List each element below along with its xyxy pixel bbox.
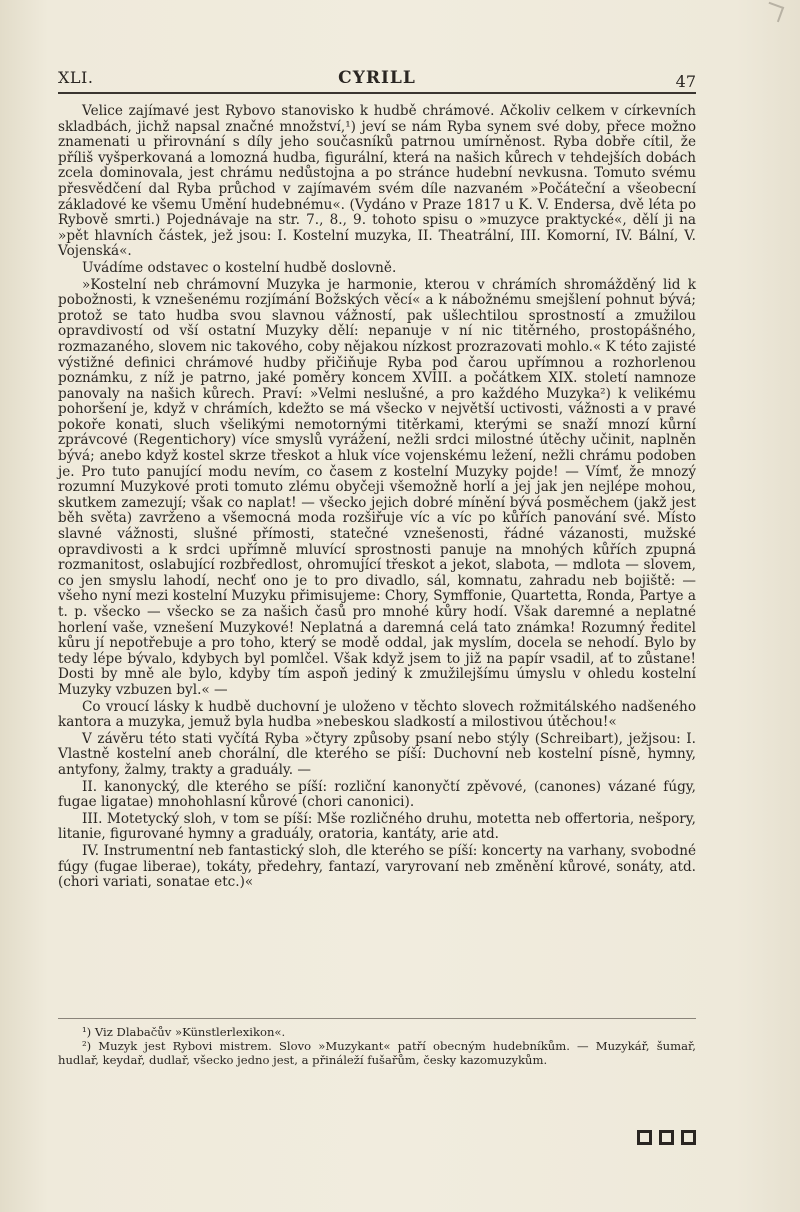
paragraph-quote-intro: Uvádíme odstavec o kostelní hudbě doslovně. [82, 259, 397, 276]
end-ornament [637, 1130, 696, 1145]
square-ornament-icon [681, 1130, 696, 1145]
paragraph-reflection: Co vroucí lásky k hudbě duchovní je uloženo v těchto slovech rožmitálského nadšeného kantora a muzyka, jemuž byla hudba »nebeskou sladkostí a milostivou útěchou!« [58, 698, 696, 731]
footnote-2: ²) Muzyk jest Rybovi mistrem. Slovo »Muzykant« patří obecným hudebníkům. — Muzykář, šumař, hudlař, keydař, dudlař, všecko jedno jest, a přináleží fušařům, česky kazomuzykům. [58, 1039, 696, 1067]
article-body [58, 104, 696, 891]
paragraph-style-4: IV. Instrumentní neb fantastický sloh, dle kterého se píší: koncerty na varhany, svobodné fúgy (fugae liberae), tokáty, předehry, fantazí, varyrovaní neb změnění kůrové, sonáty, atd. (chori variati, sonatae etc.)« [58, 842, 696, 891]
paragraph-styles-intro: V závěru této stati vyčítá Ryba »čtyry způsoby psaní nebo stýly (Schreibart), ježjsou: I. Vlastně kostelní aneb chorální, dle kterého se píší: Duchovní neb kostelní písně, hymny, antyfony, žalmy, trakty a graduály. — [58, 730, 696, 778]
paragraph-intro: Velice zajímavé jest Rybovo stanovisko k hudbě chrámové. Ačkoliv celkem v církevních skladbách, jichž napsal značné množství,¹) jeví se nám Ryba synem své doby, přece možno znamenati u přirovnání s díly jeho současníků patrnou umírněnost. Ryba dobře cítil, že příliš vyšperkovaná a lomozná hudba, figurální, která na našich kůrech v tehdejších dobách zcela dominovala, jest chrámu nedůstojna a po stránce hudební nevkusna. Tomuto svému přesvědčení dal Ryba průchod v zajímavém svém díle nazvaném »Počáteční a všeobecní základové ke všemu Umění hudebnému«. (Vydáno v Praze 1817 u K. V. Endersa, dvě léta po Rybově smrti.) Pojednávaje na str. 7., 8., 9. tohoto spisu o »muzyce praktycké«, dělí ji na »pět hlavních částek, jež jsou: I. Kostelní muzyka, II. Theatrální, III. Komorní, IV. Bální, V. Vojenská«. [58, 103, 696, 260]
periodical-title: CYRILL [338, 68, 416, 88]
paragraph-style-2: II. kanonycký, dle kterého se píší: rozliční kanonyčtí zpěvové, (canones) vázané fúgy, fugae ligatae) mnohohlasní kůrové (chori canonici). [58, 778, 696, 811]
volume-number: XLI. [58, 68, 94, 87]
page-number: 47 [675, 72, 696, 91]
paragraph-church-music-quote: »Kostelní neb chrámovní Muzyka je harmonie, kterou v chrámích shromážděný lid k pobožnosti, k vznešenému rozjímání Božských věcí« a k nábožnému smejšlení pohnut bývá; protož se tato hudba svou slavnou vážností, pak ušlechtilou sprostností a zmužilou opravdivostí od vší ostatní Muzyky dělí: nepanuje v ní nic titěrného, prostopášného, rozmazaného, slovem nic takového, coby nějakou nízkost prozrazovati mohlo.« K této zajisté výstižné definici chrámové hudby přičiňuje Ryba pod čarou upřímnou a rozhorlenou poznámku, z níž je patrno, jaké poměry koncem XVIII. a počátkem XIX. století namnoze panovaly na našich kůrech. Praví: »Velmi neslušné, a pro každého Muzyka²) k velikému pohoršení je, když v chrámích, kdežto se má všecko v největší uctivosti, vážnosti a v pravé pokoře konati, sluch všelikými nemotornými titěrkami, kterými se snaží mnozí kůrní zprávcové (Regentichory) více smyslů vyrážení, nežli srdci milostné útěchy učinit, naplněn bývá; anebo když kostel skrze třeskot a hluk více vojenskému ležení, nežli chrámu podoben je. Pro tuto panující modu nevím, co časem z kostelní Muzyky pojde! — Vímť, že mnozý rozumní Muzykové proti tomuto zlému obyčeji všemožně horlí a jej jak jen nejlépe mohou, skutkem zamezují; však co naplat! — všecko jejich dobré mínění bývá posměchem (jakž jest běh světa) zavrženo a všemocná moda rozšiřuje víc a víc po kůřích panování své. Místo slavné vážnosti, slušné přímosti, statečné vznešenosti, řádné vázanosti, mužské opravdivosti a k srdci upřímně mluvící sprostnosti panuje na mnohých kůřích zpupná rozmanitost, oslabující rozbředlost, ohromující třeskot a jekot, slabota, — mdlota — slovem, co jen smyslu lahodí, nechť ono je to pro divadlo, sál, komnatu, zahradu neb bojiště: — všeho nyní mezi kostelní Muzyku přimisujeme: Chory, Symffonie, Quartetta, Ronda, Partye a t. p. všecko — všecko se za našich časů pro mnohé kůry hodí. Však daremné a neplatné horlení vaše, vznešení Muzykové! Neplatná a daremná celá tato známka! Rozumný ředitel kůru jí nepotřebuje a pro toho, který se modě oddal, jak myslím, docela se nehodí. Bylo by tedy lépe bývalo, kdybych byl pomlčel. Však když jsem to již na papír vsadil, ať to zůstane! Dosti by mně ale bylo, kdyby tím aspoň jediný k zmužilejšímu úmyslu v ohledu kostelní Muzyky vzbuzen byl.« — [58, 276, 696, 698]
square-ornament-icon [659, 1130, 674, 1145]
footnotes [58, 1018, 696, 1067]
page-corner-mark [764, 2, 785, 23]
paragraph-style-3: III. Motetycký sloh, v tom se píší: Mše rozličného druhu, motetta neb offertoria, nešpory, litanie, figurované hymny a graduály, oratoria, kantáty, arie atd. [58, 810, 696, 843]
footnote-1: ¹) Viz Dlabačův »Künstlerlexikon«. [82, 1025, 286, 1039]
running-header [58, 64, 696, 94]
square-ornament-icon [637, 1130, 652, 1145]
